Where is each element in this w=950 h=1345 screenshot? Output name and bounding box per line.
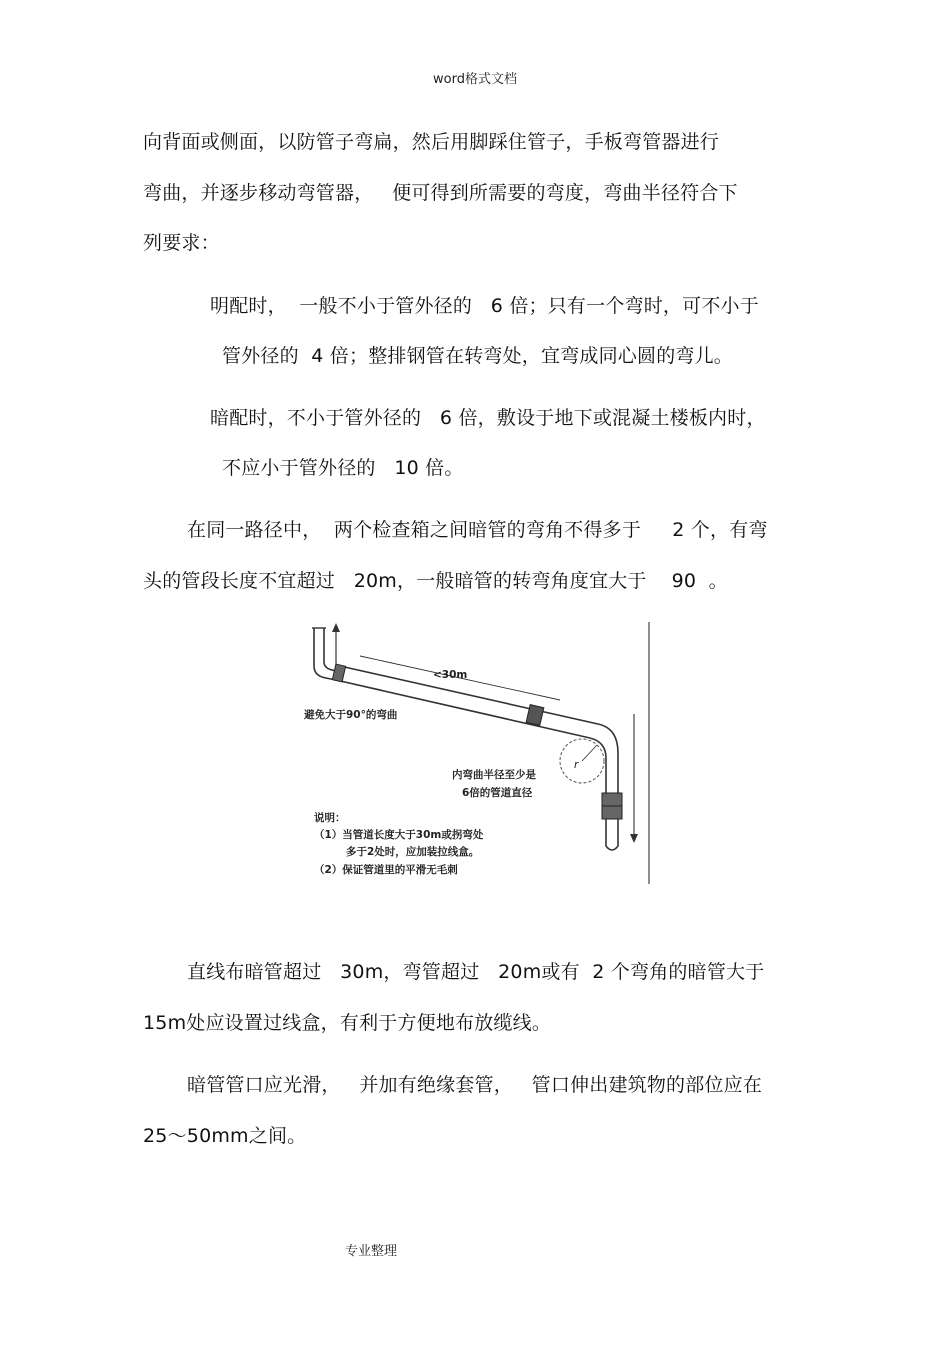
note-1-line-1: （1）当管道长度大于30m或拐弯处	[314, 829, 484, 841]
pipe-vertical-bottom	[606, 819, 618, 850]
pipe-coupler-left	[332, 664, 345, 682]
paragraph-5-line-2: 15m处应设置过线盒，有利于方便地布放缆线。	[143, 1012, 552, 1034]
length-label: <30m	[433, 669, 468, 681]
paragraph-6-line-1: 暗管管口应光滑， 并加有绝缘套管， 管口伸出建筑物的部位应在	[187, 1074, 763, 1096]
paragraph-6-line-2: 25～50mm之间。	[143, 1125, 307, 1147]
paragraph-2-line-2: 管外径的 4 倍；整排钢管在转弯处，宜弯成同心圆的弯儿。	[222, 345, 734, 367]
conduit-bend-diagram-svg	[300, 618, 655, 888]
notes-title: 说明：	[314, 812, 346, 824]
radius-label-line-2: 6倍的管道直径	[462, 787, 533, 799]
note-2: （2）保证管道里的平滑无毛刺	[314, 864, 458, 876]
paragraph-5-line-1: 直线布暗管超过 30m，弯管超过 20m或有 2 个弯角的暗管大于	[187, 961, 765, 983]
paragraph-1-line-1: 向背面或侧面，以防管子弯扁，然后用脚踩住管子，手板弯管器进行	[143, 131, 720, 153]
arrow-down-icon	[630, 834, 638, 843]
paragraph-4-line-2: 头的管段长度不宜超过 20m，一般暗管的转弯角度宜大于 90 。	[143, 570, 728, 592]
pipe-left-outer	[314, 628, 336, 680]
radius-symbol: r	[574, 759, 579, 771]
page-header: word格式文档	[433, 72, 517, 87]
avoid-bend-label: 避免大于90°的弯曲	[304, 709, 398, 721]
paragraph-1-line-2: 弯曲，并逐步移动弯管器， 便可得到所需要的弯度，弯曲半径符合下	[143, 182, 738, 204]
page-footer: 专业整理	[345, 1244, 398, 1259]
pipe-bend-outer	[598, 724, 618, 793]
radius-line	[582, 745, 597, 761]
paragraph-2-line-1: 明配时， 一般不小于管外径的 6 倍；只有一个弯时，可不小于	[210, 295, 759, 317]
paragraph-3-line-2: 不应小于管外径的 10 倍。	[222, 457, 464, 479]
radius-label-line-1: 内弯曲半径至少是	[452, 769, 536, 781]
paragraph-1-line-3: 列要求：	[143, 232, 220, 254]
paragraph-4-line-1: 在同一路径中， 两个检查箱之间暗管的弯角不得多于 2 个，有弯	[187, 519, 768, 541]
arrow-up-icon	[332, 623, 340, 632]
conduit-bend-diagram	[300, 618, 655, 888]
paragraph-3-line-1: 暗配时，不小于管外径的 6 倍，敷设于地下或混凝土楼板内时，	[210, 407, 766, 429]
note-1-line-2: 多于2处时，应加装拉线盒。	[346, 846, 480, 858]
